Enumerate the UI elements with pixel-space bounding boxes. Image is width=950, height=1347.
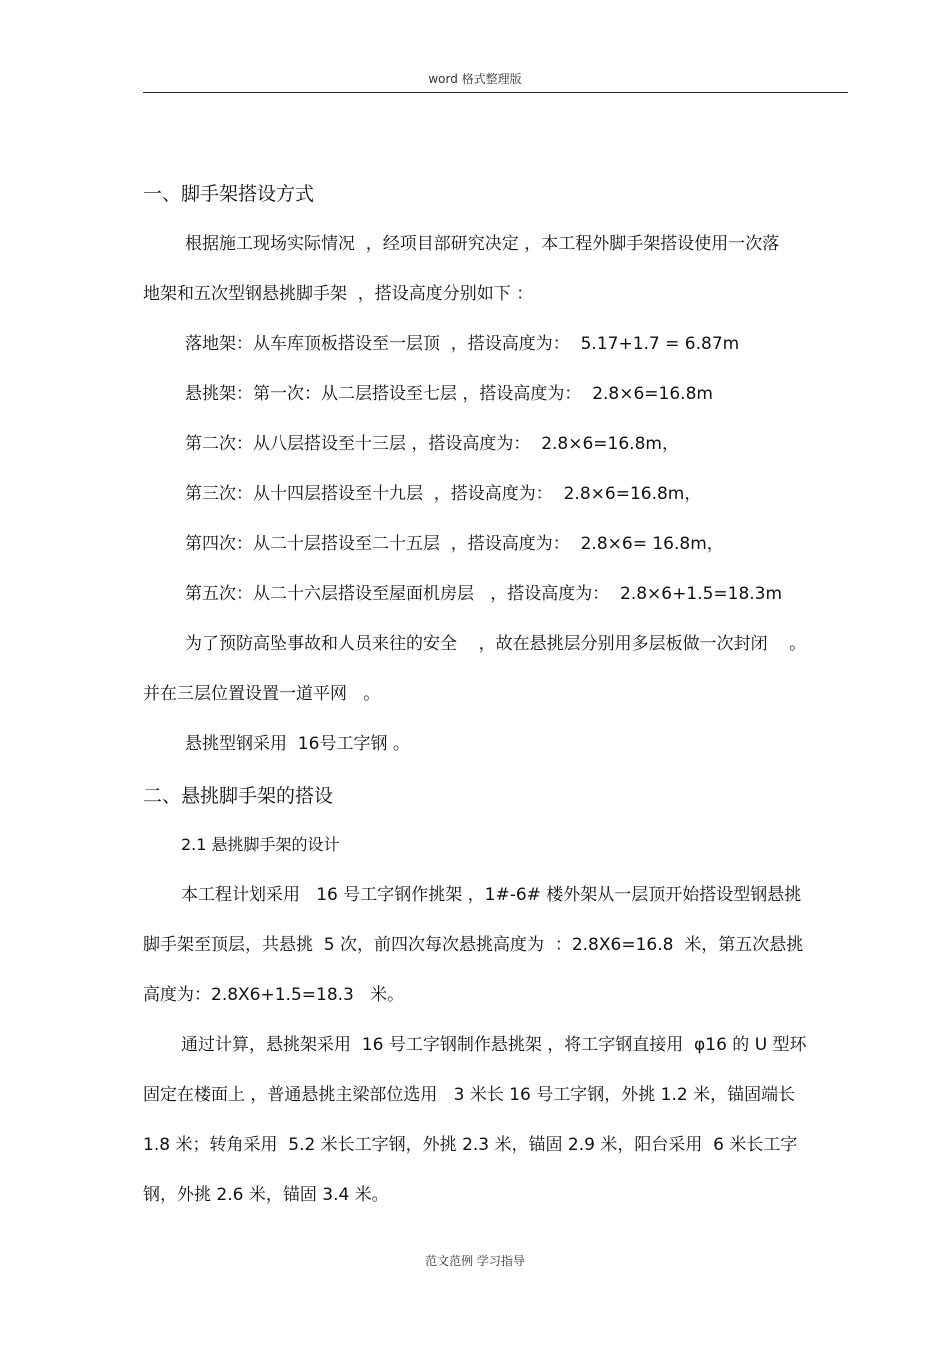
list-item-third-stage: 第三次：从十四层搭设至十九层 ，搭设高度为： 2.8×6=16.8m，	[185, 484, 702, 504]
paragraph-line: 为了预防高坠事故和人员来往的安全 ，故在悬挑层分别用多层板做一次封闭 。	[185, 634, 807, 654]
page-header: word 格式整理版	[428, 72, 522, 86]
paragraph-line: 本工程计划采用 16 号工字钢作挑架 ，1#-6# 楼外架从一层顶开始搭设型钢悬挑	[181, 885, 802, 905]
page-footer: 范文范例 学习指导	[425, 1254, 525, 1268]
section-heading-2: 二、悬挑脚手架的搭设	[143, 785, 334, 807]
paragraph-line: 通过计算，悬挑架采用 16 号工字钢制作悬挑架 ，将工字钢直接用 φ16 的 U 型环	[181, 1035, 807, 1055]
paragraph-line: 钢，外挑 2.6 米，锚固 3.4 米。	[143, 1185, 389, 1205]
paragraph-line: 固定在楼面上 ，普通悬挑主梁部位选用 3 米长 16 号工字钢，外挑 1.2 米，锚固端长	[143, 1085, 796, 1105]
paragraph-line: 1.8 米；转角采用 5.2 米长工字钢，外挑 2.3 米，锚固 2.9 米，阳台采用 6 米长工字	[143, 1135, 798, 1155]
paragraph-line: 高度为：2.8X6+1.5=18.3 米。	[143, 985, 405, 1005]
list-item-ground-frame: 落地架：从车库顶板搭设至一层顶 ，搭设高度为： 5.17+1.7 = 6.87m	[185, 334, 740, 354]
paragraph-line: 脚手架至顶层，共悬挑 5 次，前四次每次悬挑高度为 ：2.8X6=16.8 米，第五次悬挑	[143, 935, 804, 955]
header-divider	[143, 92, 848, 93]
subsection-heading: 2.1 悬挑脚手架的设计	[181, 835, 340, 854]
section-heading-1: 一、脚手架搭设方式	[143, 183, 315, 205]
list-item-first-stage: 悬挑架：第一次：从二层搭设至七层 ，搭设高度为： 2.8×6=16.8m	[185, 384, 713, 404]
list-item-fourth-stage: 第四次：从二十层搭设至二十五层 ，搭设高度为： 2.8×6= 16.8m，	[185, 534, 724, 554]
paragraph-line: 悬挑型钢采用 16号工字钢 。	[185, 734, 410, 754]
paragraph-line: 根据施工现场实际情况 ，经项目部研究决定 ，本工程外脚手架搭设使用一次落	[185, 234, 780, 254]
list-item-fifth-stage: 第五次：从二十六层搭设至屋面机房层 ，搭设高度为： 2.8×6+1.5=18.3m	[185, 584, 783, 604]
paragraph-line: 并在三层位置设置一道平网 。	[143, 684, 381, 704]
list-item-second-stage: 第二次：从八层搭设至十三层 ，搭设高度为： 2.8×6=16.8m，	[185, 434, 679, 454]
paragraph-line: 地架和五次型钢悬挑脚手架 ，搭设高度分别如下 ：	[143, 284, 534, 304]
